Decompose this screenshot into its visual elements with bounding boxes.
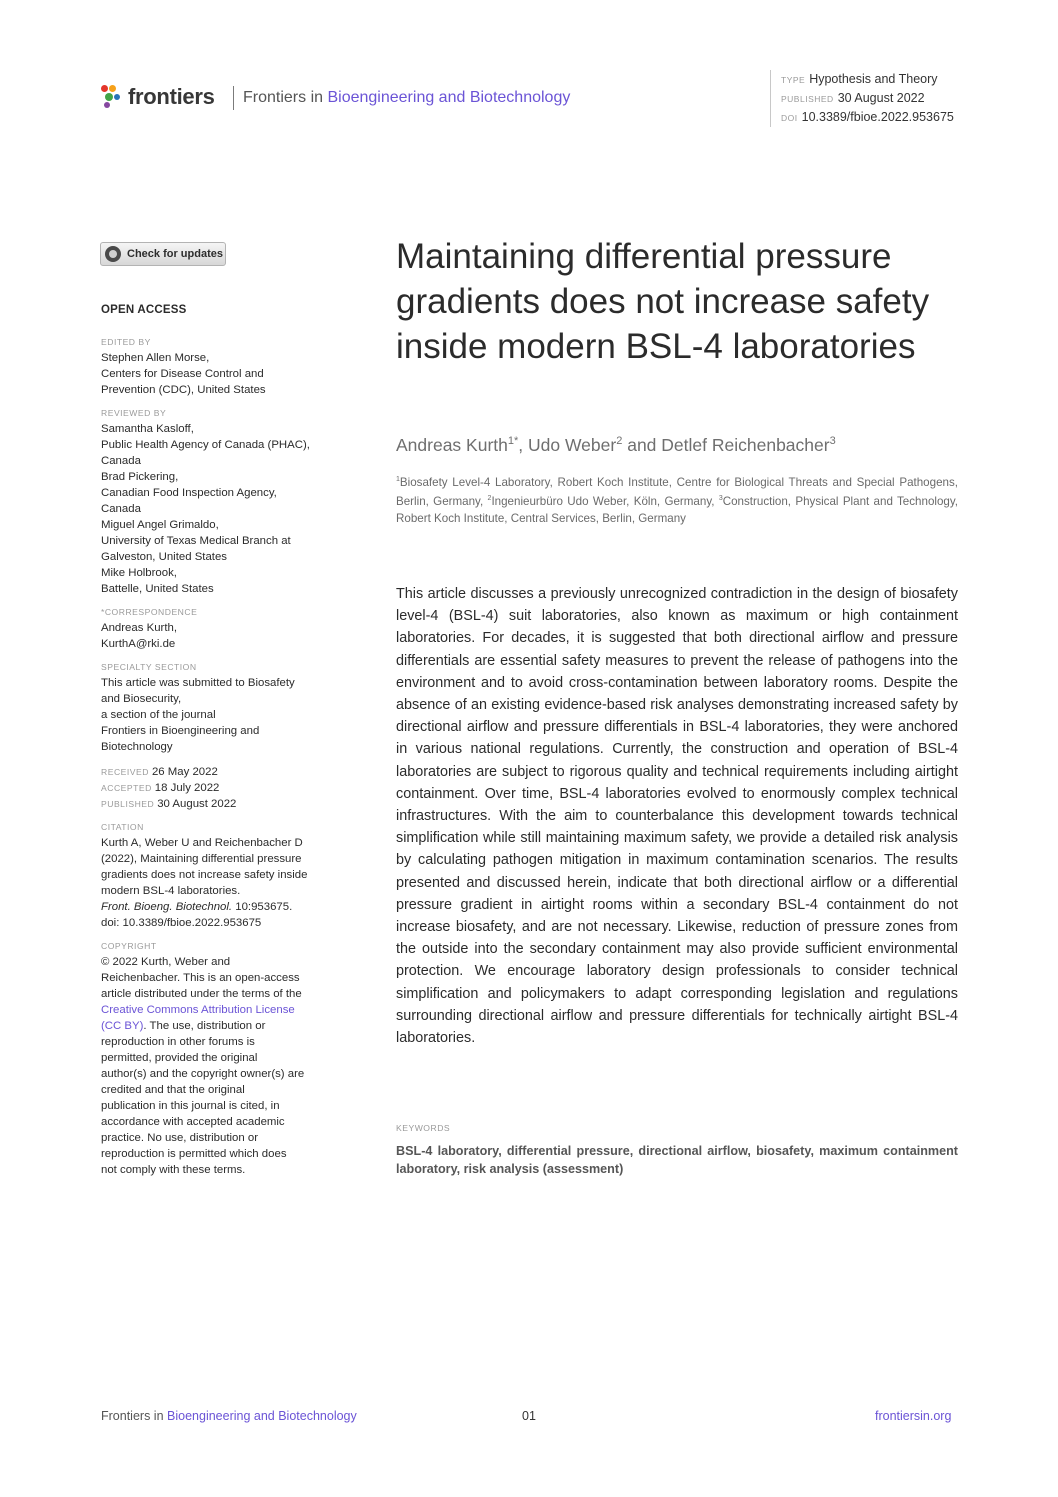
copyright-section: [101, 940, 333, 1178]
citation-section: [101, 821, 333, 931]
crossmark-icon: [105, 246, 121, 262]
copyright-line: not comply with these terms.: [101, 1164, 246, 1176]
reviewer-line: Miguel Angel Grimaldo,: [101, 519, 219, 531]
check-for-updates-label: Check for updates: [127, 248, 223, 260]
copyright-line: accordance with accepted academic: [101, 1116, 285, 1128]
correspondent-email[interactable]: KurthA@rki.de: [101, 638, 176, 650]
copyright-heading: COPYRIGHT: [101, 941, 157, 951]
reviewer-line: University of Texas Medical Branch at: [101, 535, 291, 547]
reviewer-line: Canadian Food Inspection Agency,: [101, 487, 277, 499]
meta-type: TYPE Hypothesis and Theory: [781, 72, 938, 86]
author-separator: ,: [518, 435, 529, 455]
journal-prefix: Frontiers in: [243, 89, 324, 106]
citation-line: Kurth A, Weber U and Reichenbacher D: [101, 837, 303, 849]
author-affiliation-mark: 3: [829, 435, 836, 448]
citation-heading: CITATION: [101, 822, 144, 832]
reviewer-line: Brad Pickering,: [101, 471, 179, 483]
copyright-line: reproduction is permitted which does: [101, 1148, 287, 1160]
page-number: 01: [522, 1409, 536, 1423]
open-access-label: OPEN ACCESS: [101, 304, 187, 316]
citation-journal: Front. Bioeng. Biotechnol. 10:953675.: [101, 901, 293, 913]
reviewed-by-heading: REVIEWED BY: [101, 408, 167, 418]
sidebar: [101, 302, 333, 1187]
article-meta: [770, 70, 954, 127]
footer-journal-highlight: Bioengineering and Biotechnology: [167, 1409, 357, 1423]
copyright-line: credited and that the original: [101, 1084, 245, 1096]
published-date: PUBLISHED 30 August 2022: [101, 798, 237, 810]
article-title: Maintaining differential pressure gradients does not increase safety inside modern BSL-4 laboratories: [396, 237, 930, 366]
reviewer-line: Canada: [101, 503, 141, 515]
author-list: [396, 435, 836, 456]
check-for-updates-button[interactable]: [100, 242, 226, 266]
specialty-line: a section of the journal: [101, 709, 216, 721]
keywords-heading: KEYWORDS: [396, 1123, 451, 1133]
copyright-line: practice. No use, distribution or: [101, 1132, 259, 1144]
author-name[interactable]: Detlef Reichenbacher: [661, 435, 830, 455]
copyright-line: publication in this journal is cited, in: [101, 1100, 280, 1112]
edited-by-heading: EDITED BY: [101, 337, 151, 347]
frontiers-logo-icon: [101, 85, 123, 109]
citation-line: gradients does not increase safety inside: [101, 869, 308, 881]
correspondence-section: [101, 606, 333, 652]
journal-name[interactable]: [243, 89, 570, 107]
specialty-section: [101, 661, 333, 755]
author-affiliation-mark: 1*: [507, 435, 519, 448]
editor-line: Stephen Allen Morse,: [101, 352, 210, 364]
copyright-line: reproduction in other forums is: [101, 1036, 255, 1048]
reviewer-line: Mike Holbrook,: [101, 567, 177, 579]
editor-line: Prevention (CDC), United States: [101, 384, 266, 396]
reviewer-line: Galveston, United States: [101, 551, 227, 563]
specialty-line: Frontiers in Bioengineering and: [101, 725, 260, 737]
editor-line: Centers for Disease Control and: [101, 368, 264, 380]
reviewer-line: Battelle, United States: [101, 583, 214, 595]
frontiers-logo[interactable]: [101, 84, 215, 110]
author-separator: and: [622, 435, 662, 455]
author-name[interactable]: Udo Weber: [528, 435, 617, 455]
author-name[interactable]: Andreas Kurth: [396, 435, 508, 455]
dates-section: [101, 764, 333, 812]
author-affiliation-mark: 2: [616, 435, 623, 448]
copyright-line: article distributed under the terms of the: [101, 988, 302, 1000]
journal-highlight: Bioengineering and Biotechnology: [327, 89, 571, 106]
meta-published: PUBLISHED 30 August 2022: [781, 91, 925, 105]
logo-text: frontiers: [128, 84, 215, 109]
abstract: This article discusses a previously unrecognized contradiction in the design of biosafety level-4 (BSL-4) suit laboratories, also known as maximum or high containment laboratories. For decades, it is suggested that both directional airflow and pressure differentials are essential safety measures to prevent the release of pathogens into the environment and to avoid cross-contamination between laboratory rooms. Despite the absence of an existing evidence-based risk analyses demonstrating increased safety by directional airflow and pressure differentials in BSL-4 laboratories, they were anchored in various national regulations. Currently, the construction and operation of BSL-4 laboratories are subject to rigorous quality and technical requirements including airtight containment. Over time, BSL-4 laboratories evolved to enormously complex technical infrastructures. With the aim to counterbalance this development towards technical simplification while still maintaining maximum safety, we provide a detailed risk analysis by calculating pathogen mitigation in maximum contamination scenarios. The results presented and discussed herein, indicate that both directional airflow or a differential pressure gradient in airtight rooms within a secondary BSL-4 containment do not increase biosafety, and are not necessary. Likewise, reduction of pressure zones from the outside into the secondary containment may also provide sufficient environmental protection. We encourage laboratory design professionals to consider technical simplification and policymakers to adapt corresponding legislation and regulations surrounding directional airflow and pressure differentials for technically airtight BSL-4 laboratories.: [396, 586, 958, 1047]
citation-line: (2022), Maintaining differential pressure: [101, 853, 302, 865]
correspondent-name: Andreas Kurth,: [101, 622, 177, 634]
affiliations: $^1$Biosafety Level-4 Laboratory, Robert Koch Institute, Centre for Biological Threats and Special Pathogens, Berlin, Germany, $^2$Ingenieurbüro Udo Weber, Köln, Germany, $^3$Construction, Physical Plant and Technology, Robert Koch Institute, Central Services, Berlin, Germany: [396, 475, 959, 525]
specialty-heading: SPECIALTY SECTION: [101, 662, 197, 672]
cc-license-link[interactable]: Creative Commons Attribution License: [101, 1004, 295, 1016]
correspondence-heading: *CORRESPONDENCE: [101, 607, 198, 617]
copyright-line: (CC BY). The use, distribution or: [101, 1020, 266, 1032]
footer-journal[interactable]: [101, 1409, 357, 1423]
reviewer-line: Canada: [101, 455, 141, 467]
footer-site-link[interactable]: frontiersin.org: [875, 1409, 952, 1423]
footer-journal-prefix: Frontiers in: [101, 1409, 164, 1423]
reviewer-line: Samantha Kasloff,: [101, 423, 194, 435]
keywords: BSL-4 laboratory, differential pressure, directional airflow, biosafety, maximum containment laboratory, risk analysis (assessment): [396, 1144, 958, 1176]
copyright-line: Reichenbacher. This is an open-access: [101, 972, 300, 984]
reviewer-line: Public Health Agency of Canada (PHAC),: [101, 439, 310, 451]
received-date: RECEIVED 26 May 2022: [101, 766, 218, 778]
header-divider: [233, 86, 234, 110]
copyright-line: author(s) and the copyright owner(s) are: [101, 1068, 305, 1080]
copyright-line: permitted, provided the original: [101, 1052, 258, 1064]
citation-line: modern BSL-4 laboratories.: [101, 885, 241, 897]
edited-by-section: [101, 336, 333, 398]
meta-doi[interactable]: DOI 10.3389/fbioe.2022.953675: [781, 110, 954, 124]
specialty-line: This article was submitted to Biosafety: [101, 677, 295, 689]
reviewed-by-section: [101, 407, 333, 597]
copyright-line: © 2022 Kurth, Weber and: [101, 956, 231, 968]
citation-doi[interactable]: doi: 10.3389/fbioe.2022.953675: [101, 917, 262, 929]
specialty-line: and Biosecurity,: [101, 693, 182, 705]
cc-by-link[interactable]: (CC BY): [101, 1020, 144, 1032]
specialty-line: Biotechnology: [101, 741, 173, 753]
accepted-date: ACCEPTED 18 July 2022: [101, 782, 220, 794]
